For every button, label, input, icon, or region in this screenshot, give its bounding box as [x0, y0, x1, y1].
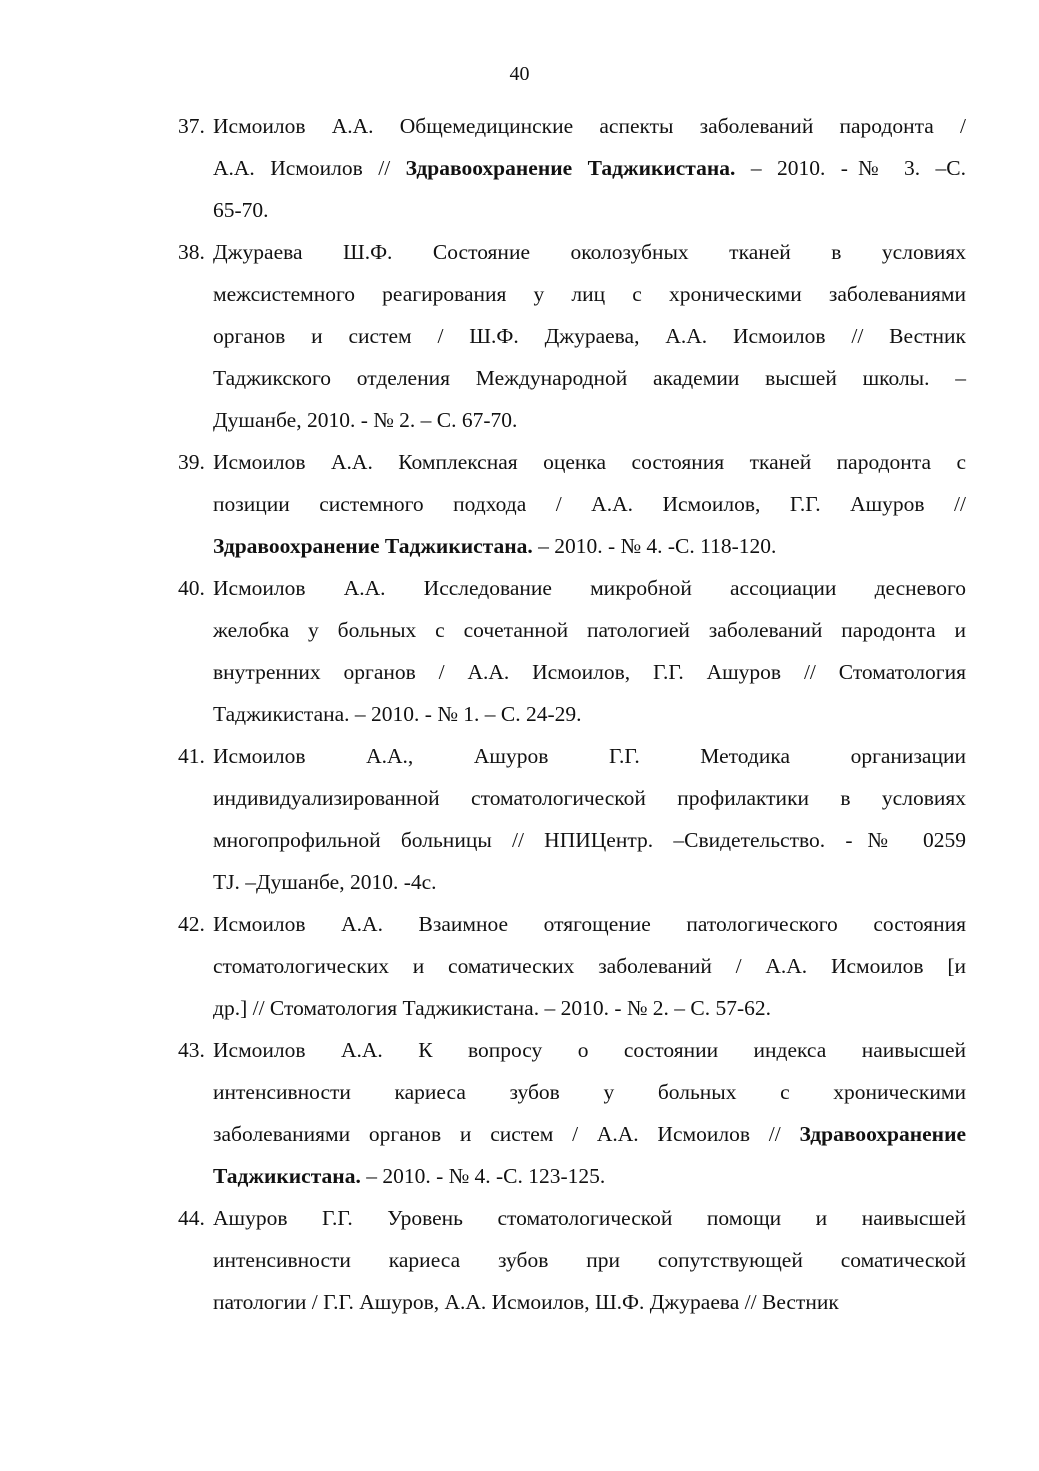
reference-text: индивидуализированной стоматологической профилактики в условиях	[213, 786, 966, 810]
reference-line	[213, 945, 966, 987]
reference-number: 41.	[178, 744, 205, 768]
reference-text: – 2010. - № 4. -С. 118-120.	[532, 534, 777, 558]
reference-text: – 2010. -№ 3. –С.	[735, 156, 967, 180]
reference-text: др.] // Стоматология Таджикистана. – 2010. - № 2. – С. 57-62.	[213, 996, 772, 1020]
reference-line	[213, 1113, 966, 1155]
reference-line	[213, 903, 966, 945]
reference-text: желобка у больных с сочетанной патологией заболеваний пародонта и	[213, 618, 966, 642]
reference-text: многопрофильной больницы // НПИЦентр. –Свидетельство. -№ 0259	[213, 828, 966, 852]
reference-text: – 2010. - № 4. -С. 123-125.	[360, 1164, 606, 1188]
reference-text: интенсивности кариеса зубов при сопутствующей соматической	[213, 1248, 966, 1272]
reference-text: 65-70.	[213, 198, 269, 222]
reference-text: Таджикского отделения Международной академии высшей школы. –	[213, 366, 966, 390]
reference-line	[213, 441, 966, 483]
reference-line	[213, 273, 966, 315]
reference-text: позиции системного подхода / А.А. Исмоилов, Г.Г. Ашуров //	[213, 492, 966, 516]
reference-line	[213, 777, 966, 819]
reference-item	[178, 441, 966, 567]
reference-line	[213, 609, 966, 651]
reference-text: Ашуров Г.Г. Уровень стоматологической помощи и наивысшей	[213, 1206, 966, 1230]
reference-text: Исмоилов А.А. К вопросу о состоянии индекса наивысшей	[213, 1038, 966, 1062]
reference-line	[213, 189, 966, 231]
reference-text: Джураева Ш.Ф. Состояние околозубных тканей в условиях	[213, 240, 966, 264]
reference-line	[213, 147, 966, 189]
reference-text: Душанбе, 2010. - № 2. – С. 67-70.	[213, 408, 518, 432]
reference-text: Исмоилов А.А. Исследование микробной ассоциации десневого	[213, 576, 966, 600]
reference-text: Таджикистана. – 2010. - № 1. – С. 24-29.	[213, 702, 582, 726]
reference-text: органов и систем / Ш.Ф. Джураева, А.А. Исмоилов // Вестник	[213, 324, 966, 348]
reference-text: А.А. Исмоилов //	[213, 156, 406, 180]
reference-text: Исмоилов А.А. Взаимное отягощение патологического состояния	[213, 912, 966, 936]
reference-line	[213, 861, 966, 903]
reference-item	[178, 567, 966, 735]
reference-line	[213, 1281, 966, 1323]
reference-number: 40.	[178, 576, 205, 600]
reference-text: TJ. –Душанбе, 2010. -4с.	[213, 870, 437, 894]
reference-item	[178, 1029, 966, 1197]
journal-title: Таджикистана.	[213, 1164, 361, 1188]
reference-text: интенсивности кариеса зубов у больных с хроническими	[213, 1080, 966, 1104]
reference-text: стоматологических и соматических заболеваний / А.А. Исмоилов [и	[213, 954, 966, 978]
reference-item	[178, 735, 966, 903]
reference-text: заболеваниями органов и систем / А.А. Исмоилов //	[213, 1122, 800, 1146]
reference-text: патологии / Г.Г. Ашуров, А.А. Исмоилов, Ш.Ф. Джураева // Вестник	[213, 1290, 839, 1314]
reference-line	[213, 819, 966, 861]
reference-line	[213, 525, 966, 567]
reference-text: Исмоилов А.А., Ашуров Г.Г. Методика организации	[213, 744, 966, 768]
reference-line	[213, 399, 966, 441]
reference-text: Исмоилов А.А. Комплексная оценка состояния тканей пародонта с	[213, 450, 966, 474]
reference-line	[213, 651, 966, 693]
journal-title: Здравоохранение Таджикистана.	[213, 534, 533, 558]
reference-item	[178, 1197, 966, 1323]
reference-number: 37.	[178, 114, 205, 138]
reference-line	[213, 567, 966, 609]
reference-item	[178, 903, 966, 1029]
reference-text: межсистемного реагирования у лиц с хроническими заболеваниями	[213, 282, 966, 306]
reference-line	[213, 1029, 966, 1071]
reference-line	[213, 987, 966, 1029]
journal-title: Здравоохранение	[799, 1122, 966, 1146]
reference-item	[178, 231, 966, 441]
journal-title: Здравоохранение Таджикистана.	[405, 156, 736, 180]
reference-number: 38.	[178, 240, 205, 264]
reference-text: внутренних органов / А.А. Исмоилов, Г.Г. Ашуров // Стоматология	[213, 660, 966, 684]
reference-item	[178, 105, 966, 231]
reference-number: 42.	[178, 912, 205, 936]
reference-number: 44.	[178, 1206, 205, 1230]
reference-line	[213, 231, 966, 273]
reference-number: 43.	[178, 1038, 205, 1062]
reference-line	[213, 1071, 966, 1113]
reference-number: 39.	[178, 450, 205, 474]
reference-line	[213, 315, 966, 357]
reference-line	[213, 357, 966, 399]
reference-line	[213, 693, 966, 735]
page-number: 40	[509, 63, 530, 85]
reference-line	[213, 1155, 966, 1197]
reference-line	[213, 735, 966, 777]
reference-line	[213, 483, 966, 525]
reference-line	[213, 1239, 966, 1281]
reference-line	[213, 105, 966, 147]
reference-text: Исмоилов А.А. Общемедицинские аспекты заболеваний пародонта /	[213, 114, 966, 138]
reference-line	[213, 1197, 966, 1239]
reference-list	[178, 105, 966, 1323]
